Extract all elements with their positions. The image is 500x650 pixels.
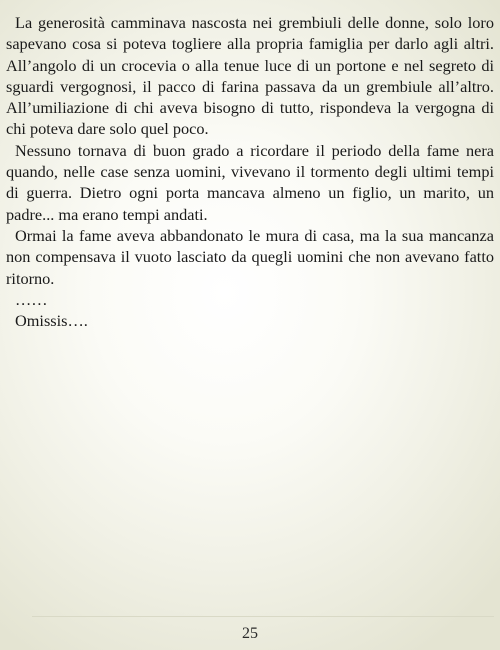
page-number: 25: [242, 625, 258, 642]
paragraph-1: La generosità camminava nascosta nei grembiuli delle donne, solo loro sapevano cosa si poteva togliere alla propria famiglia per darlo agli altri. All’angolo di un crocevia o alla tenue luce di un portone e nel segreto di sguardi vergognosi, il pacco di farina passava da un grembiule all’altro. All’umiliazione di chi aveva bisogno di tutto, rispondeva la vergogna di chi poteva dare solo quel poco.: [6, 13, 494, 139]
omissis-line: Omissis….: [15, 311, 88, 331]
paragraph-2: Nessuno tornava di buon grado a ricordare il periodo della fame nera quando, nelle case senza uomini, vivevano il tormento degli ultimi tempi di guerra. Dietro ogni porta mancava almeno un figlio, un marito, un padre... ma erano tempi andati.: [6, 140, 494, 224]
footer-divider: [32, 616, 494, 617]
ellipsis-line: ……: [15, 289, 48, 309]
page-body: [6, 12, 494, 331]
paragraph-3: Ormai la fame aveva abbandonato le mura di casa, ma la sua mancanza non compensava il vuoto lasciato da quegli uomini che non avevano fatto ritorno.: [6, 225, 494, 288]
